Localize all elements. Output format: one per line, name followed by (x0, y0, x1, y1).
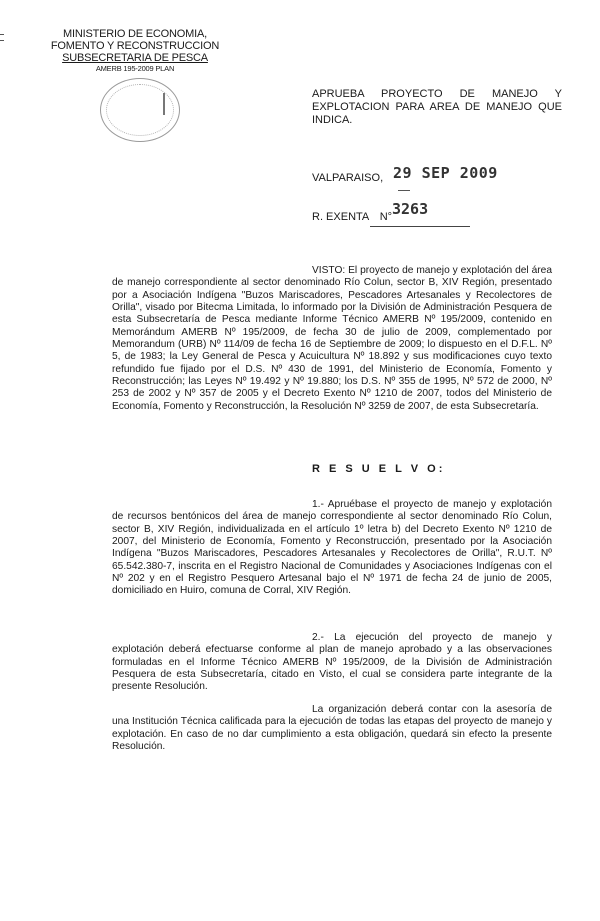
resolution-number: 3263 (392, 200, 429, 218)
place-label: VALPARAISO, (312, 172, 384, 184)
reference-code: AMERB 195-2009 PLAN (95, 64, 175, 73)
resolution-item-1: 1.- Apruébase el proyecto de manejo y explotación de recursos bentónicos del área de manejo correspondiente al sector denominado Río Colun, sector B, XIV Región, individualizada en el artículo 1º letra b) del Decreto Exento Nº 1210 de 2007, del Ministerio de Economía, Fomento y Reconstrucción, presentado por la Asociación Indígena "Buzos Mariscadores, Pescadores Artesanales y Recolectores de Orilla", R.U.T. Nº 65.542.380-7, inscrita en el Registro Nacional de Comunidades y Asociaciones Indígenas con el Nº 202 y en el Registro Pesquero Artesanal bajo el Nº 1971 de fecha 24 de junio de 2005, domiciliado en Huiro, comuna de Corral, XIV Región. (112, 499, 552, 597)
number-underline (370, 226, 470, 227)
official-seal (100, 78, 180, 142)
resolution-item-3: La organización deberá contar con la asesoría de una Institución Técnica calificada para la ejecución de todas las etapas del proyecto de manejo y explotación. En caso de no dar cumplimiento a esta obligación, quedará sin efecto la presente Resolución. (112, 704, 552, 753)
resolution-no-label: N° (379, 211, 393, 223)
resolution-item-2: 2.- La ejecución del proyecto de manejo y explotación deberá efectuarse conforme al plan de manejo aprobado y a las observaciones formuladas en el Informe Técnico AMERB Nº 195/2009, de la División de Administración Pesquera de esta Subsecretaría, citado en Visto, el cual se considera parte integrante de la presente Resolución. (112, 632, 552, 693)
margin-mark (0, 34, 4, 35)
visto-paragraph: VISTO: El proyecto de manejo y explotación del área de manejo correspondiente al sector denominado Río Colun, sector B, XIV Región, presentado por a Asociación Indígena "Buzos Mariscadores, Pescadores Artesanales y Recolectores de Orilla", visado por Bitecma Limitada, lo informado por la División de Administración Pesquera de esta Subsecretaría de Pesca mediante Informe Técnico AMERB Nº 195/2009, contenido en Memorándum AMERB Nº 195/2009, de fecha 30 de julio de 2009, complementado por Memorandum (URB) Nº 114/09 de fecha 16 de Septiembre de 2009; lo dispuesto en el D.F.L. Nº 5, de 1983; la Ley General de Pesca y Acuicultura Nº 18.892 y sus modificaciones cuyo texto refundido fue fijado por el D.S. Nº 430 de 1991, del Ministerio de Economía, Fomento y Reconstrucción; las Leyes Nº 19.492 y Nº 19.880; los D.S. Nº 355 de 1995, Nº 572 de 2000, Nº 253 de 2002 y Nº 357 de 2005 y el Decreto Exento Nº 1210 de 2007, todos del Ministerio de Economía, Fomento y Reconstrucción, la Resolución Nº 3259 de 2007, de esta Subsecretaría. (112, 265, 552, 412)
document-title: APRUEBA PROYECTO DE MANEJO Y EXPLOTACION PARA AREA DE MANEJO QUE INDICA. (312, 88, 562, 126)
letterhead (30, 28, 240, 73)
date-stamp: 29 SEP 2009 (393, 164, 498, 182)
ministry-name-cont: FOMENTO Y RECONSTRUCCION (50, 40, 220, 52)
mark-line (398, 190, 410, 191)
resolution-type: R. EXENTA (312, 211, 369, 223)
subsecretariat-name: SUBSECRETARIA DE PESCA (62, 52, 208, 64)
ministry-name: MINISTERIO DE ECONOMIA, (63, 28, 207, 40)
resuelvo-heading: R E S U E L V O: (312, 463, 446, 475)
resolution-label (312, 211, 392, 223)
margin-mark (0, 40, 4, 41)
